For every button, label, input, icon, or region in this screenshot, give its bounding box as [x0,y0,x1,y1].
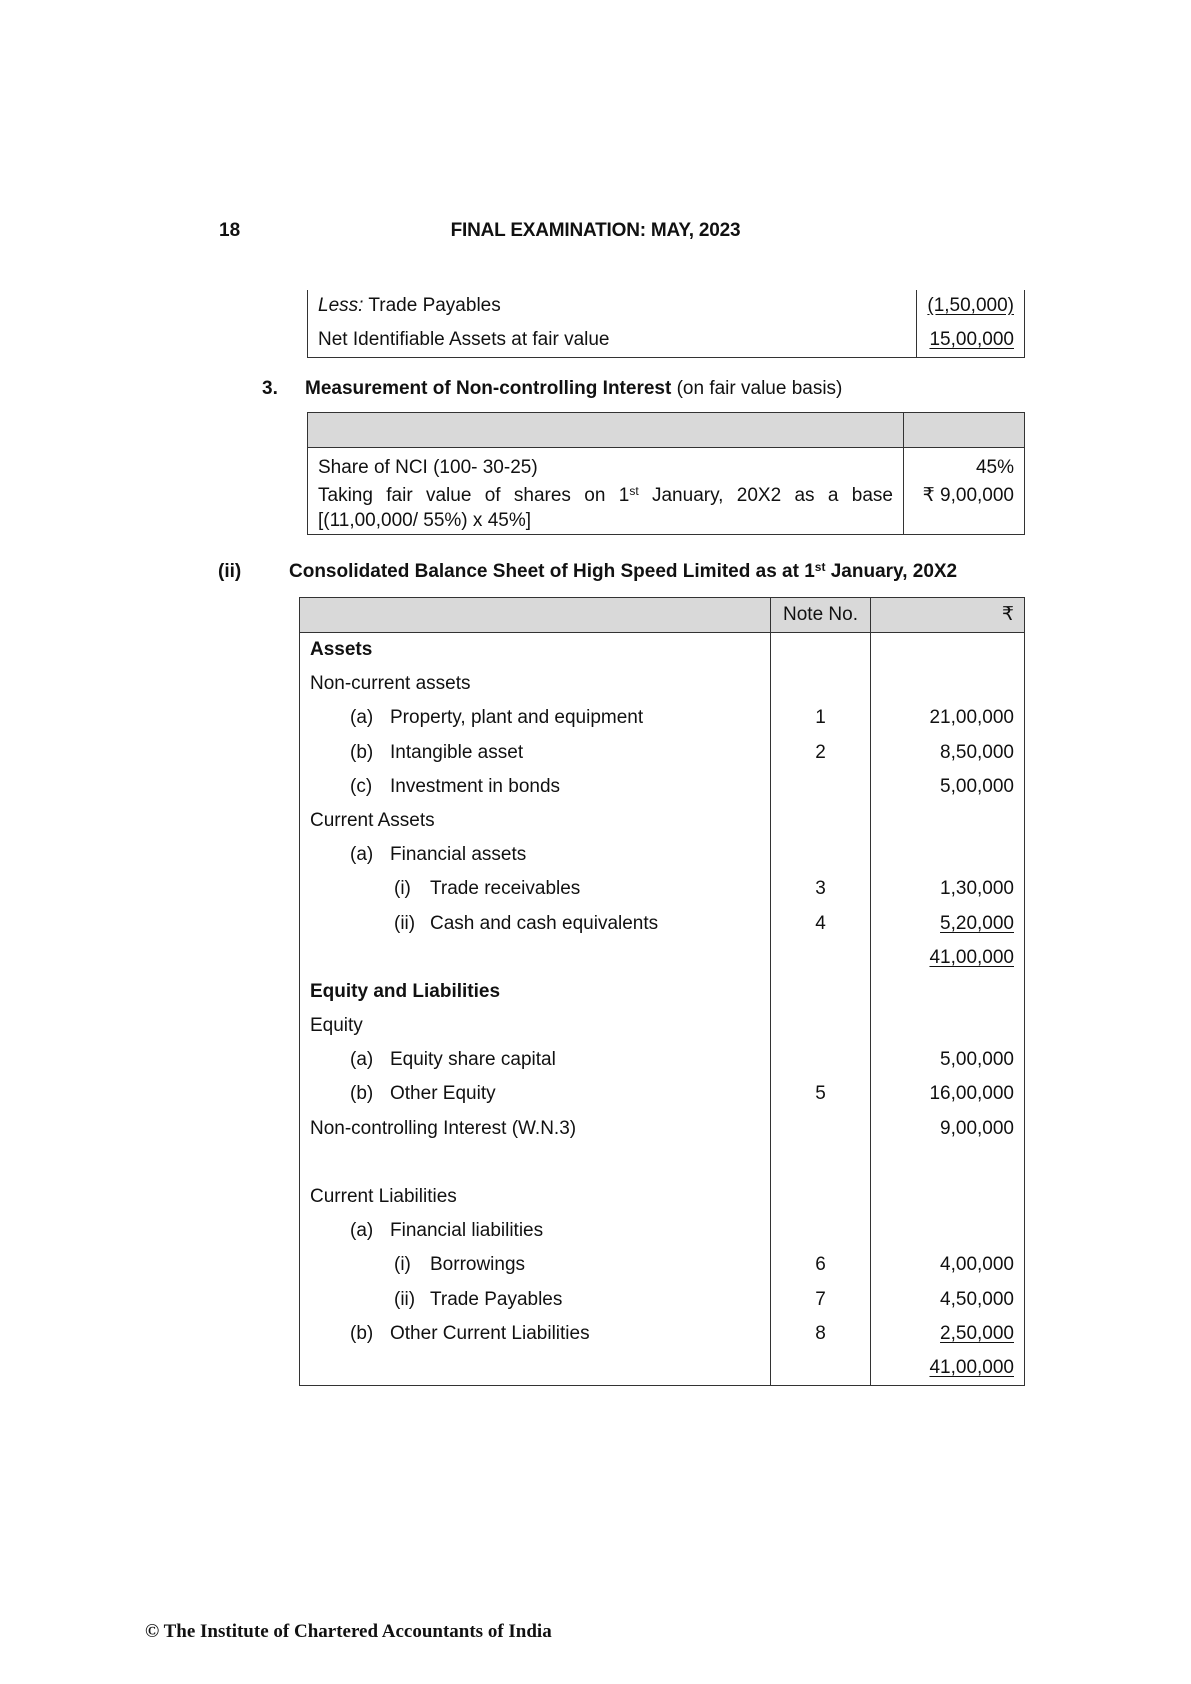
amount-value: 8,50,000 [940,741,1014,763]
item-marker: (c) [350,775,373,797]
row-label [300,1317,771,1351]
table-row [300,907,1025,941]
label-text: Financial assets [390,844,527,866]
label-text: Cash and cash equivalents [430,912,659,934]
note-number [771,1043,871,1077]
note-number [771,1146,871,1180]
row-label [300,1248,771,1282]
label-text: Trade Payables [430,1288,563,1310]
balance-sheet-table [299,597,1025,1386]
amount-value: 16,00,000 [929,1083,1014,1105]
row-label [300,872,771,906]
amount-header: ₹ [871,598,1025,633]
section-title-rest: (on fair value basis) [671,378,843,399]
row-label [300,1146,771,1180]
amount-cell [871,667,1025,701]
table-row [300,872,1025,906]
note-number: 8 [771,1317,871,1351]
label-text: Investment in bonds [390,775,561,797]
label-text: Trade Payables [363,295,501,316]
label-text: Non-controlling Interest (W.N.3) [310,1117,577,1139]
amount-value: 2,50,000 [940,1322,1014,1344]
amount-cell [871,975,1025,1009]
amount-cell [871,907,1025,941]
table-row [300,1283,1025,1317]
item-marker: (b) [350,1322,374,1344]
label-text: Non-current assets [310,673,471,695]
section-title-bold: Measurement of Non-controlling Interest [305,378,672,399]
row-label [300,736,771,770]
amount-cell [871,736,1025,770]
amount-cell [871,770,1025,804]
amount-cell [871,1248,1025,1282]
label-text: Other Current Liabilities [390,1322,590,1344]
amount-cell [871,1009,1025,1043]
row-label [300,701,771,735]
amount-cell [871,872,1025,906]
table-row [300,701,1025,735]
note-number: 4 [771,907,871,941]
less-prefix: Less: [318,295,364,316]
amount-cell [871,838,1025,872]
item-marker: (i) [394,878,411,900]
net-assets-table [307,290,1025,358]
section-number: 3. [262,378,278,399]
note-number: 2 [771,736,871,770]
item-marker: (a) [350,1049,374,1071]
table-header-row [300,598,1025,633]
table-row [300,1146,1025,1180]
label-text: Equity share capital [390,1049,556,1071]
row-label: Net Identifiable Assets at fair value [308,322,917,358]
label-text: Current Liabilities [310,1186,457,1207]
row-label [300,941,771,975]
nci-table [307,412,1025,535]
label-text: Current Assets [310,809,435,831]
table-row [300,1043,1025,1077]
amount-value: 4,00,000 [940,1254,1014,1276]
table-row [300,804,1025,838]
amount-value: 41,00,000 [929,1356,1014,1378]
item-marker: (a) [350,707,374,729]
amount-cell [871,1351,1025,1386]
note-number [771,667,871,701]
table-row [300,1214,1025,1248]
item-marker: (a) [350,844,374,866]
section-title [289,561,957,583]
row-label [300,907,771,941]
note-number [771,1112,871,1146]
item-marker: (b) [350,741,374,763]
header-cell [308,413,904,448]
amount-cell [871,701,1025,735]
title-part: January, 20X2 [825,561,958,582]
title-part: Consolidated Balance Sheet of High Speed Limited as at 1 [289,561,815,582]
row-value [917,322,1025,358]
row-value: ₹ 9,00,000 [904,482,1025,535]
table-row [300,770,1025,804]
header-cell [904,413,1025,448]
table-row [300,1180,1025,1214]
item-marker: (a) [350,1220,374,1242]
label-text: Equity [310,1015,363,1037]
item-marker: (b) [350,1083,374,1105]
amount-value: 5,00,000 [940,775,1014,797]
row-label [300,804,771,838]
value-text: (1,50,000) [927,295,1014,316]
row-label [300,1214,771,1248]
note-number [771,838,871,872]
note-number [771,941,871,975]
table-row [300,838,1025,872]
amount-cell [871,1112,1025,1146]
table-row [300,667,1025,701]
table-row [308,482,1025,535]
table-row [300,1009,1025,1043]
group-heading: Assets [310,639,373,660]
amount-cell [871,1214,1025,1248]
table-row [300,1351,1025,1386]
table-row [300,1248,1025,1282]
amount-cell [871,633,1025,668]
group-heading: Equity and Liabilities [310,980,501,1002]
row-label [300,633,771,668]
amount-value: 4,50,000 [940,1288,1014,1310]
row-label [300,667,771,701]
row-label [300,1077,771,1111]
label-text: Financial liabilities [390,1220,544,1242]
table-row [300,736,1025,770]
label-part: Taking fair value of shares on 1 [318,485,630,506]
header-cell [300,598,771,633]
note-number [771,1214,871,1248]
note-number [771,975,871,1009]
note-number: 5 [771,1077,871,1111]
table-row [300,1317,1025,1351]
table-row [300,975,1025,1009]
row-label [308,290,917,322]
amount-cell [871,1317,1025,1351]
superscript: st [629,484,639,498]
table-row [300,941,1025,975]
label-line-1 [318,482,893,510]
note-number [771,1009,871,1043]
item-marker: (ii) [394,912,416,934]
table-row [300,633,1025,668]
row-label [300,770,771,804]
footer-copyright: © The Institute of Chartered Accountants of India [145,1621,552,1642]
table-row [300,1112,1025,1146]
amount-value: 9,00,000 [940,1117,1014,1139]
section-number: (ii) [218,561,242,582]
amount-cell [871,1077,1025,1111]
label-part: January, 20X2 as a base [638,485,893,506]
label-text: Property, plant and equipment [390,707,644,729]
amount-cell [871,941,1025,975]
page-number: 18 [219,220,241,241]
amount-value: 21,00,000 [929,707,1014,729]
note-number [771,633,871,668]
label-text: Trade receivables [430,878,581,900]
amount-cell [871,804,1025,838]
row-label [300,1009,771,1043]
balance-sheet-body [300,633,1025,1386]
amount-cell [871,1043,1025,1077]
note-number [771,804,871,838]
note-number [771,1351,871,1386]
note-number [771,1180,871,1214]
amount-cell [871,1283,1025,1317]
table-row [300,1077,1025,1111]
row-label [300,1351,771,1386]
amount-value: 41,00,000 [929,946,1014,968]
label-text: Borrowings [430,1254,526,1276]
row-label [300,1180,771,1214]
section-title [305,378,842,400]
amount-cell [871,1146,1025,1180]
row-label [300,838,771,872]
item-marker: (ii) [394,1288,416,1310]
row-label [300,1283,771,1317]
note-number: 6 [771,1248,871,1282]
page-header-title: FINAL EXAMINATION: MAY, 2023 [450,220,741,241]
table-row [308,448,1025,483]
note-number: 7 [771,1283,871,1317]
note-number [771,770,871,804]
table-header-row [308,413,1025,448]
item-marker: (i) [394,1254,411,1276]
row-label [300,975,771,1009]
row-label: Share of NCI (100- 30-25) [318,457,538,478]
label-text: Other Equity [390,1083,496,1105]
label-line-2: [(11,00,000/ 55%) x 45%] [318,510,531,531]
row-value: 45% [904,448,1025,483]
row-label [308,482,904,535]
row-label [300,1043,771,1077]
value-text: 15,00,000 [929,329,1014,350]
note-number: 1 [771,701,871,735]
amount-value: 1,30,000 [940,878,1014,900]
amount-cell [871,1180,1025,1214]
label-text: Intangible asset [390,741,524,763]
row-label [300,1112,771,1146]
amount-value: 5,20,000 [940,912,1014,934]
table-row [308,322,1025,358]
superscript: st [814,560,826,574]
amount-value: 5,00,000 [940,1049,1014,1071]
row-value [917,290,1025,322]
note-header: Note No. [771,598,871,633]
table-row [308,290,1025,322]
note-number: 3 [771,872,871,906]
